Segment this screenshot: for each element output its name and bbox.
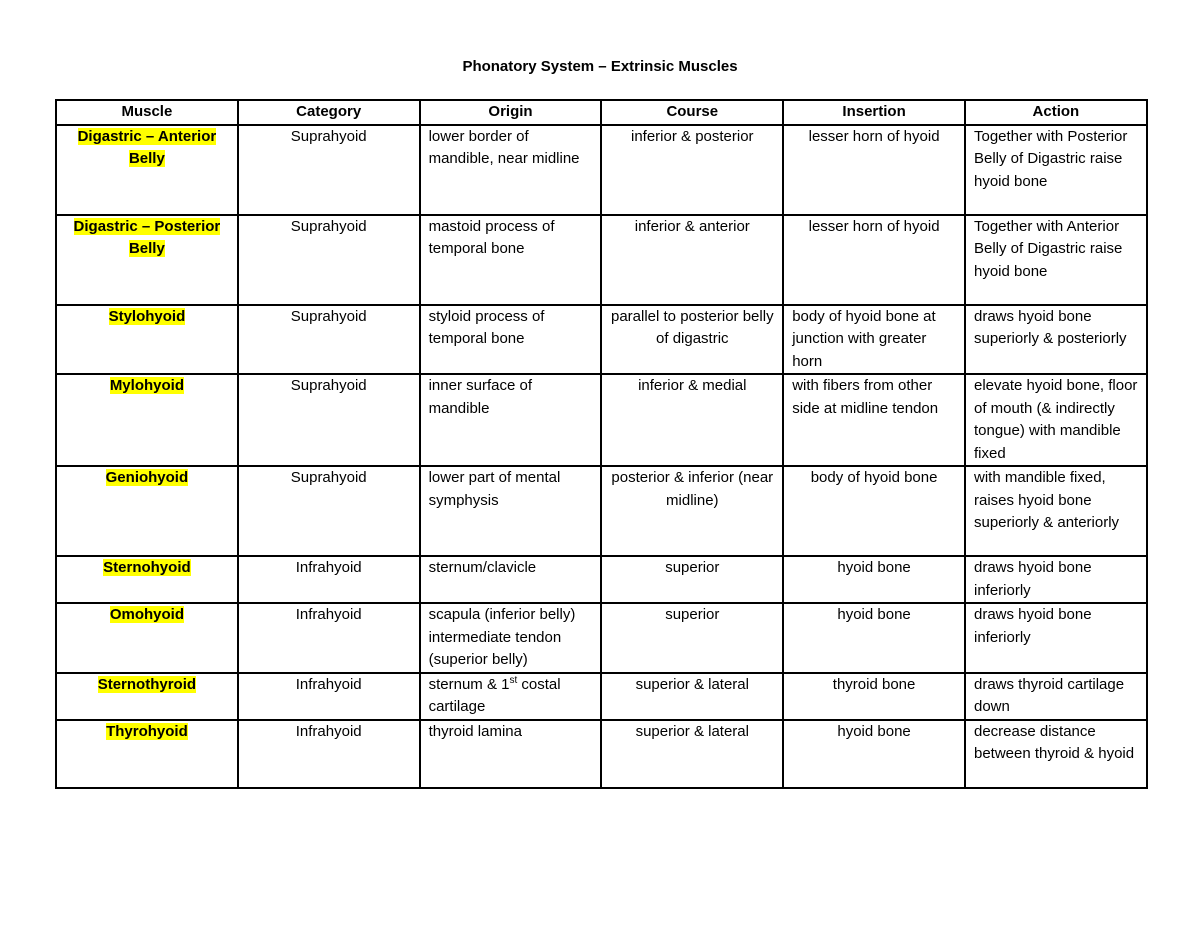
category-cell: Infrahyoid (238, 720, 420, 788)
origin-cell: inner surface of mandible (420, 374, 602, 466)
course-cell: parallel to posterior belly of digastric (601, 305, 783, 375)
muscle-name: Stylohyoid (108, 307, 186, 325)
muscle-cell (56, 125, 238, 215)
muscles-table (55, 99, 1148, 789)
category-cell: Suprahyoid (238, 215, 420, 305)
table-header-row (56, 100, 1147, 125)
table-row (56, 374, 1147, 466)
insertion-cell: hyoid bone (783, 603, 965, 673)
muscle-cell (56, 374, 238, 466)
table-row (56, 556, 1147, 603)
origin-cell: styloid process of temporal bone (420, 305, 602, 375)
origin-text: sternum & 1 (428, 675, 510, 693)
category-cell: Suprahyoid (238, 374, 420, 466)
table-row (56, 215, 1147, 305)
muscle-cell (56, 673, 238, 720)
muscle-cell (56, 556, 238, 603)
muscle-cell (56, 215, 238, 305)
muscle-name: Sternothyroid (97, 675, 197, 693)
muscle-name: Geniohyoid (105, 469, 189, 486)
ordinal-suffix: st (509, 674, 518, 686)
column-header-category: Category (238, 100, 420, 125)
muscle-name: Mylohyoid (109, 377, 184, 394)
insertion-cell: lesser horn of hyoid (783, 215, 965, 305)
table-row (56, 720, 1147, 788)
action-cell: elevate hyoid bone, floor of mouth (& indirectly tongue) with mandible fixed (965, 374, 1147, 466)
insertion-cell: hyoid bone (783, 556, 965, 603)
page-title: Phonatory System – Extrinsic Muscles (462, 58, 738, 75)
column-header-muscle: Muscle (56, 100, 238, 125)
action-cell: draws thyroid cartilage down (965, 673, 1147, 720)
muscle-name: Sternohyoid (103, 559, 191, 576)
origin-cell: mastoid process of temporal bone (420, 215, 602, 305)
action-cell: Together with Anterior Belly of Digastric raise hyoid bone (965, 215, 1147, 305)
category-cell: Suprahyoid (238, 466, 420, 556)
insertion-cell: hyoid bone (783, 720, 965, 788)
column-header-insertion: Insertion (783, 100, 965, 125)
course-cell: superior (601, 556, 783, 603)
table-row (56, 466, 1147, 556)
origin-text-rest: costal cartilage (428, 675, 561, 715)
insertion-cell: lesser horn of hyoid (783, 125, 965, 215)
category-cell: Suprahyoid (238, 305, 420, 375)
table-row (56, 603, 1147, 673)
action-cell: Together with Posterior Belly of Digastric raise hyoid bone (965, 125, 1147, 215)
insertion-cell: body of hyoid bone at junction with greater horn (783, 305, 965, 375)
muscle-cell (56, 603, 238, 673)
table-row (56, 125, 1147, 215)
origin-cell: lower border of mandible, near midline (420, 125, 602, 215)
insertion-cell: with fibers from other side at midline tendon (783, 374, 965, 466)
insertion-cell: body of hyoid bone (783, 466, 965, 556)
column-header-course: Course (601, 100, 783, 125)
insertion-cell: thyroid bone (783, 673, 965, 720)
table-row (56, 673, 1147, 720)
muscle-name: Digastric – Anterior Belly (77, 127, 217, 167)
category-cell: Infrahyoid (238, 556, 420, 603)
origin-cell: lower part of mental symphysis (420, 466, 602, 556)
muscle-name: Digastric – Posterior Belly (73, 217, 221, 257)
course-cell: posterior & inferior (near midline) (601, 466, 783, 556)
muscle-cell (56, 466, 238, 556)
column-header-origin: Origin (420, 100, 602, 125)
origin-cell: sternum/clavicle (420, 556, 602, 603)
course-cell: inferior & anterior (601, 215, 783, 305)
action-cell: draws hyoid bone inferiorly (965, 556, 1147, 603)
course-cell: superior & lateral (601, 720, 783, 788)
muscle-name: Omohyoid (109, 606, 184, 623)
action-cell: draws hyoid bone superiorly & posteriorly (965, 305, 1147, 375)
course-cell: inferior & medial (601, 374, 783, 466)
category-cell: Suprahyoid (238, 125, 420, 215)
action-cell: decrease distance between thyroid & hyoid (965, 720, 1147, 788)
muscle-cell (56, 305, 238, 375)
muscle-name: Thyrohyoid (106, 722, 188, 740)
origin-cell: thyroid lamina (420, 720, 602, 788)
course-cell: superior & lateral (601, 673, 783, 720)
course-cell: superior (601, 603, 783, 673)
origin-cell: scapula (inferior belly) intermediate tendon (superior belly) (420, 603, 602, 673)
muscle-cell (56, 720, 238, 788)
table-row (56, 305, 1147, 375)
category-cell: Infrahyoid (238, 673, 420, 720)
action-cell: with mandible fixed, raises hyoid bone superiorly & anteriorly (965, 466, 1147, 556)
column-header-action: Action (965, 100, 1147, 125)
action-cell: draws hyoid bone inferiorly (965, 603, 1147, 673)
origin-cell (420, 673, 602, 720)
course-cell: inferior & posterior (601, 125, 783, 215)
category-cell: Infrahyoid (238, 603, 420, 673)
